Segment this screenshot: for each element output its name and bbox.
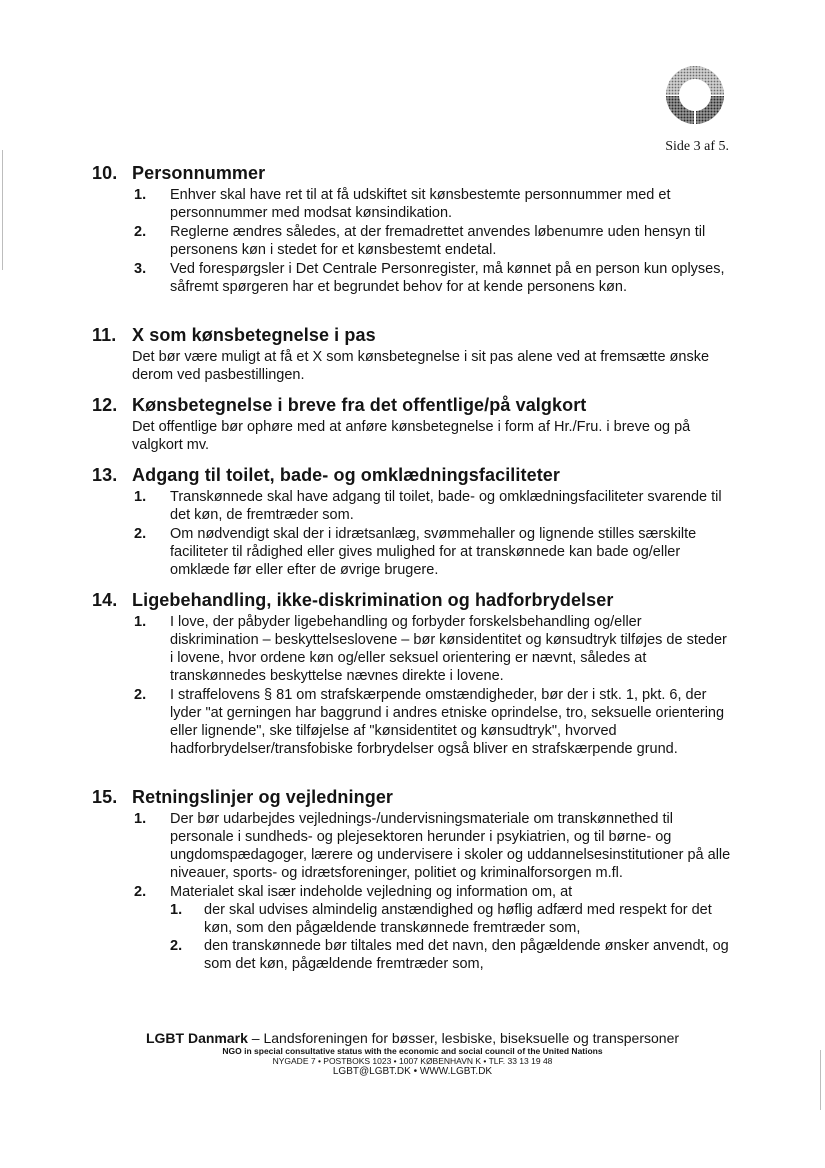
section-retningslinjer xyxy=(92,787,732,974)
footer-org-name: LGBT Danmark xyxy=(145,1030,248,1046)
section-heading: 11. X som kønsbetegnelse i pas xyxy=(92,325,376,345)
scan-edge-mark xyxy=(820,1050,821,1110)
list-item: 1. Der bør udarbejdes vejlednings-/undervisningsmateriale om transkønnethed til personale i sundheds- og plejesektoren herunder i psykiatrien, og til børne- og ungdomspædagoger, lærere og undervisere i skoler og uddannelsesinstitutioner på alle niveauer, sports- og idrætsforeninger, politiet og kriminalforsorgen m.fl. xyxy=(134,811,731,881)
list-item: 2. Materialet skal især indeholde vejledning og information om, at 1. der skal udvises almindelig anstændighed og høflig adfærd med respekt for det køn, som den pågældende transkønnede fremtræder som, 2. den transkønnede bør tiltales med det navn, den pågældende ønsker anvendt, og som det køn, pågældende fremtræder som, xyxy=(92,883,732,973)
section-ligebehandling xyxy=(92,590,732,759)
list-item: 1. Enhver skal have ret til at få udskiftet sit kønsbestemte personnummer med et personnummer med modsat kønsindikation. xyxy=(134,187,671,221)
section-x-pas xyxy=(92,325,732,384)
section-text: Det bør være muligt at få et X som kønsbetegnelse i sit pas alene ved at fremsætte ønske derom ved pasbestillingen. xyxy=(132,349,710,383)
lgbt-logo xyxy=(662,62,728,128)
list-item: 3. Ved forespørgsler i Det Centrale Personregister, må kønnet på en person kun oplyses, såfremt spørgeren har et begrundet behov for at kende personens køn. xyxy=(134,261,725,295)
footer-org-line xyxy=(0,1030,825,1046)
section-heading: 12. Kønsbetegnelse i breve fra det offentlige/på valgkort xyxy=(92,395,587,415)
section-toilet xyxy=(92,465,732,580)
section-heading: 13. Adgang til toilet, bade- og omklædningsfaciliteter xyxy=(92,465,561,485)
footer-contact: LGBT@LGBT.DK • WWW.LGBT.DK xyxy=(332,1066,493,1077)
scan-edge-mark xyxy=(2,150,3,270)
section-heading: 14. Ligebehandling, ikke-diskrimination og hadforbrydelser xyxy=(92,590,614,610)
sub-list-item: 2. den transkønnede bør tiltales med det navn, den pågældende ønsker anvendt, og som det køn, pågældende fremtræder som, xyxy=(170,938,729,972)
list-item: 2. Om nødvendigt skal der i idrætsanlæg, svømmehaller og lignende stilles særskilte faciliteter til rådighed eller gives mulighed for at transkønnede kan bade og/eller omklæde før eller efter de øvrige brugere. xyxy=(134,526,697,578)
list-item: 2. Reglerne ændres således, at der fremadrettet anvendes løbenumre uden hensyn til personens køn i stedet for et kønsbestemt endetal. xyxy=(134,224,706,258)
letterhead-footer xyxy=(0,1030,825,1077)
page-number: Side 3 af 5. xyxy=(665,139,729,154)
footer-org-desc: – Landsforeningen for bøsser, lesbiske, biseksuelle og transpersoner xyxy=(247,1030,680,1046)
list-item: 1. Transkønnede skal have adgang til toilet, bade- og omklædningsfaciliteter svarende til det køn, de fremtræder som. xyxy=(134,489,722,523)
section-text: Det offentlige bør ophøre med at anføre kønsbetegnelse i form af Hr./Fru. i breve og på valgkort mv. xyxy=(132,419,691,453)
sub-list-item: 1. der skal udvises almindelig anstændighed og høflig adfærd med respekt for det køn, som den pågældende transkønnede fremtræder som, xyxy=(170,902,712,936)
section-breve xyxy=(92,395,732,454)
footer-ngo-status: NGO in special consultative status with the economic and social council of the United Nations xyxy=(222,1046,603,1056)
footer-address: NYGADE 7 • POSTBOKS 1023 • 1007 KØBENHAVN K • TLF. 33 13 19 48 xyxy=(272,1056,553,1066)
section-heading: 10. Personnummer xyxy=(92,163,266,183)
list-item: 2. I straffelovens § 81 om strafskærpende omstændigheder, bør der i stk. 1, pkt. 6, der lyder "at gerningen har baggrund i andres etniske oprindelse, tro, seksuelle orientering eller lignende", ske tilføjelse af "kønsidentitet og kønsudtryk", hvorved hadforbrydelser/transfobiske forbrydelser også bliver en strafskærpende grund. xyxy=(134,687,725,757)
logo-ring-icon xyxy=(662,62,728,128)
section-personnummer xyxy=(92,163,732,297)
list-item: 1. I love, der påbyder ligebehandling og forbyder forskelsbehandling og/eller diskrimination – beskyttelseslovene – bør kønsidentitet og kønsudtryk tilføjes de steder i lovene, hvor ordene køn og/eller seksuel orientering er nævnt, således at transkønnedes beskyttelse nævnes direkte i lovene. xyxy=(134,614,727,684)
section-heading: 15. Retningslinjer og vejledninger xyxy=(92,787,394,807)
